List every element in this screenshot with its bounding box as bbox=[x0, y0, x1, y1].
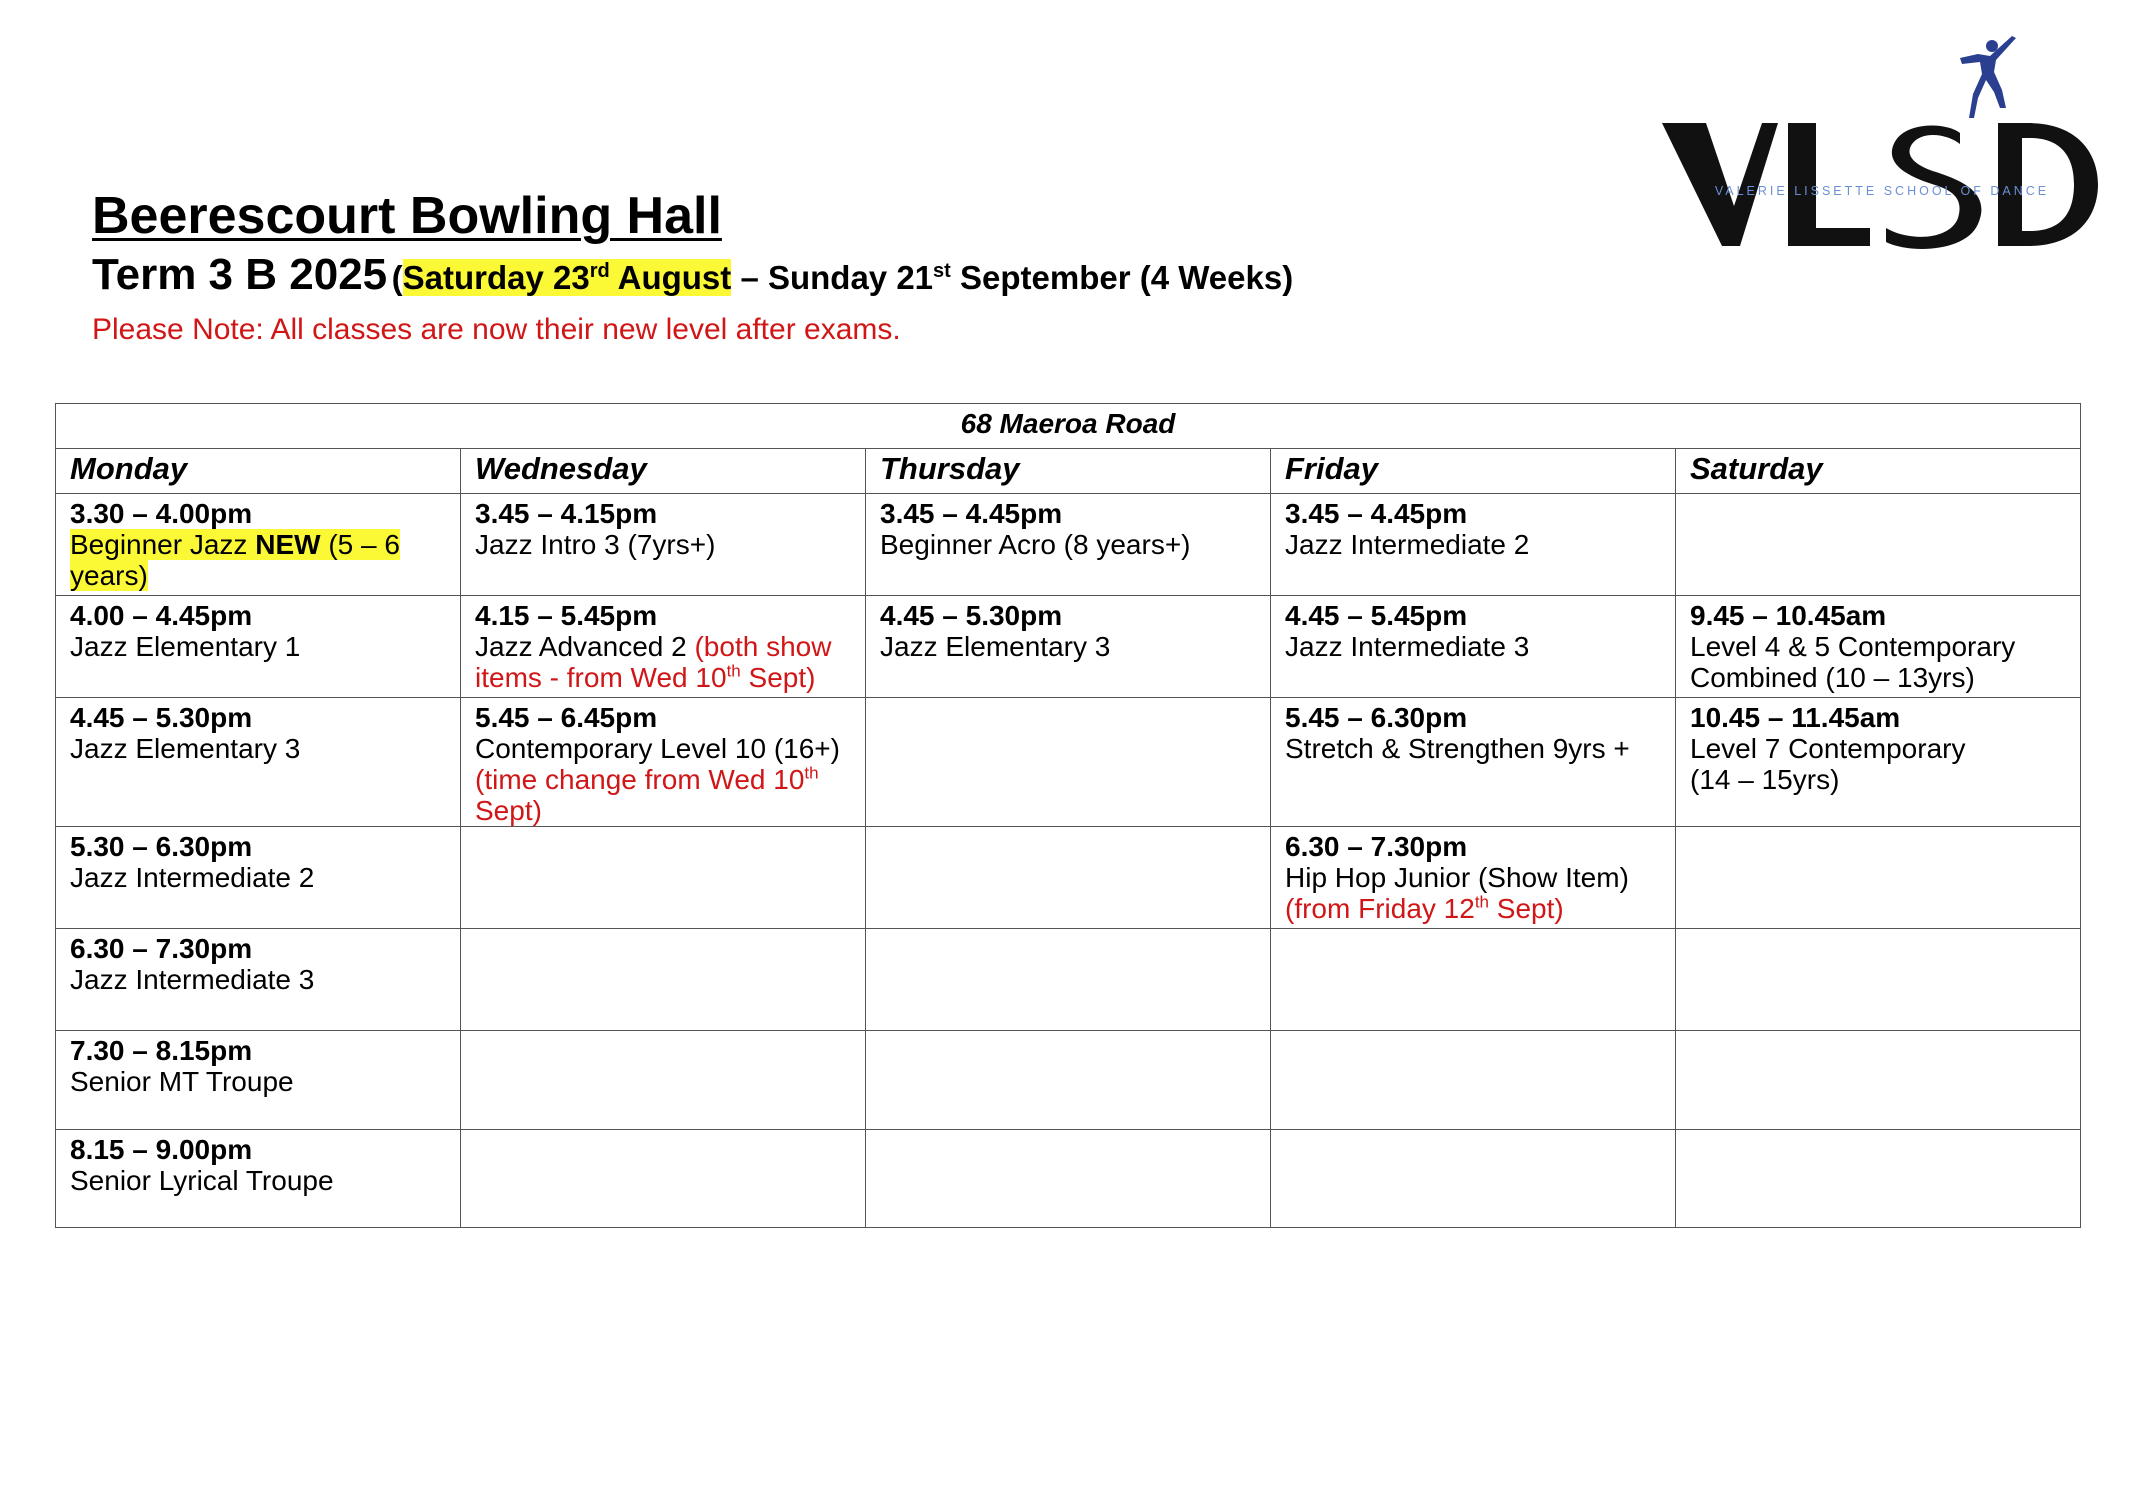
empty-cell bbox=[461, 929, 866, 1031]
class-cell bbox=[866, 596, 1271, 698]
class-time: 3.45 – 4.45pm bbox=[880, 498, 1063, 529]
class-note bbox=[1285, 893, 1564, 924]
day-saturday: Saturday bbox=[1676, 449, 2081, 494]
day-friday: Friday bbox=[1271, 449, 1676, 494]
class-time: 4.45 – 5.30pm bbox=[70, 702, 253, 733]
class-time: 4.45 – 5.30pm bbox=[880, 600, 1063, 631]
class-cell bbox=[56, 1130, 461, 1228]
class-cell bbox=[56, 929, 461, 1031]
header bbox=[92, 186, 1293, 348]
table-row bbox=[56, 827, 2081, 929]
class-time: 9.45 – 10.45am bbox=[1690, 600, 1887, 631]
empty-cell bbox=[866, 1031, 1271, 1130]
table-row bbox=[56, 494, 2081, 596]
class-name: Senior MT Troupe bbox=[70, 1066, 294, 1097]
class-note-text: (both show items - from Wed 10 bbox=[475, 631, 832, 693]
class-cell bbox=[56, 596, 461, 698]
class-time: 3.45 – 4.15pm bbox=[475, 498, 658, 529]
table-row bbox=[56, 596, 2081, 698]
empty-cell bbox=[1676, 929, 2081, 1031]
class-time: 4.45 – 5.45pm bbox=[1285, 600, 1468, 631]
class-name: Stretch & Strengthen 9yrs + bbox=[1285, 733, 1630, 764]
empty-cell bbox=[1676, 1031, 2081, 1130]
class-name: Jazz Elementary 3 bbox=[70, 733, 301, 764]
empty-cell bbox=[866, 827, 1271, 929]
class-time: 5.30 – 6.30pm bbox=[70, 831, 253, 862]
class-name: Level 7 Contemporary bbox=[1690, 733, 1966, 764]
term-label: Term 3 B 2025 bbox=[92, 250, 388, 299]
class-note-text: (time change from Wed 10 bbox=[475, 764, 805, 795]
class-time: 7.30 – 8.15pm bbox=[70, 1035, 253, 1066]
vlsd-logo bbox=[1660, 28, 2100, 258]
class-name: Jazz Elementary 1 bbox=[70, 631, 301, 662]
class-time: 6.30 – 7.30pm bbox=[1285, 831, 1468, 862]
class-note bbox=[475, 764, 819, 826]
class-time: 5.45 – 6.45pm bbox=[475, 702, 658, 733]
class-name: Jazz Advanced 2 bbox=[475, 631, 695, 662]
exam-note: Please Note: All classes are now their new level after exams. bbox=[92, 313, 901, 346]
class-name: Hip Hop Junior (Show Item) bbox=[1285, 862, 1629, 893]
class-note-sup: th bbox=[804, 763, 819, 783]
venue-heading: 68 Maeroa Road bbox=[56, 404, 2081, 449]
class-name: Jazz Elementary 3 bbox=[880, 631, 1111, 662]
end-date-sup: st bbox=[933, 260, 951, 282]
empty-cell bbox=[866, 1130, 1271, 1228]
class-name: Level 4 & 5 Contemporary Combined (10 – 13yrs) bbox=[1690, 631, 2016, 693]
page-title: Beerescourt Bowling Hall bbox=[92, 187, 722, 245]
empty-cell bbox=[1676, 1130, 2081, 1228]
class-cell bbox=[866, 494, 1271, 596]
class-time: 5.45 – 6.30pm bbox=[1285, 702, 1468, 733]
class-cell bbox=[461, 596, 866, 698]
class-note-sup: th bbox=[1474, 892, 1490, 912]
empty-cell bbox=[1676, 494, 2081, 596]
end-date-text: – Sunday 21 bbox=[731, 259, 934, 296]
day-wednesday: Wednesday bbox=[461, 449, 866, 494]
table-row bbox=[56, 1130, 2081, 1228]
class-name: Beginner Acro (8 years+) bbox=[880, 529, 1191, 560]
schedule-table bbox=[55, 403, 2081, 1228]
class-time: 8.15 – 9.00pm bbox=[70, 1134, 253, 1165]
class-name: Jazz Intermediate 2 bbox=[1285, 529, 1530, 560]
end-date-month: September (4 Weeks) bbox=[950, 259, 1294, 296]
class-cell bbox=[56, 1031, 461, 1130]
class-cell bbox=[461, 698, 866, 827]
empty-cell bbox=[1271, 1031, 1676, 1130]
class-cell bbox=[1271, 494, 1676, 596]
class-time: 10.45 – 11.45am bbox=[1690, 702, 1901, 733]
table-row bbox=[56, 698, 2081, 827]
class-name: Jazz Intermediate 3 bbox=[1285, 631, 1530, 662]
class-note-sup: th bbox=[726, 661, 741, 681]
empty-cell bbox=[866, 929, 1271, 1031]
table-row bbox=[56, 1031, 2081, 1130]
term-line bbox=[92, 248, 1293, 312]
class-time: 3.45 – 4.45pm bbox=[1285, 498, 1468, 529]
class-name bbox=[70, 529, 400, 591]
class-time: 4.00 – 4.45pm bbox=[70, 600, 253, 631]
class-cell bbox=[56, 494, 461, 596]
class-name: Contemporary Level 10 (16+) bbox=[475, 733, 840, 764]
class-cell bbox=[1271, 827, 1676, 929]
logo-tagline: VALERIE LISSETTE SCHOOL OF DANCE bbox=[1714, 184, 2050, 198]
class-time: 4.15 – 5.45pm bbox=[475, 600, 658, 631]
class-cell bbox=[56, 827, 461, 929]
empty-cell bbox=[866, 698, 1271, 827]
class-name: Jazz Intermediate 3 bbox=[70, 964, 315, 995]
empty-cell bbox=[1271, 929, 1676, 1031]
empty-cell bbox=[1271, 1130, 1676, 1228]
class-cell bbox=[56, 698, 461, 827]
class-age: (5 – 6 years) bbox=[70, 529, 400, 591]
class-note-end: Sept) bbox=[1489, 893, 1564, 924]
class-cell bbox=[461, 494, 866, 596]
class-note-end: Sept) bbox=[475, 795, 542, 826]
class-cell bbox=[1676, 596, 2081, 698]
class-name: Jazz Intermediate 2 bbox=[70, 862, 315, 893]
day-thursday: Thursday bbox=[866, 449, 1271, 494]
class-cell bbox=[1271, 698, 1676, 827]
new-badge: NEW bbox=[255, 529, 321, 560]
class-cell bbox=[1676, 698, 2081, 827]
empty-cell bbox=[461, 1031, 866, 1130]
empty-cell bbox=[1676, 827, 2081, 929]
paren: ( bbox=[391, 259, 403, 296]
day-monday: Monday bbox=[56, 449, 461, 494]
empty-cell bbox=[461, 827, 866, 929]
class-time: 3.30 – 4.00pm bbox=[70, 498, 253, 529]
table-row bbox=[56, 929, 2081, 1031]
class-name: Senior Lyrical Troupe bbox=[70, 1165, 334, 1196]
class-time: 6.30 – 7.30pm bbox=[70, 933, 253, 964]
class-cell bbox=[1271, 596, 1676, 698]
start-date-text: Saturday 23 bbox=[402, 259, 590, 296]
class-name-text: Beginner Jazz bbox=[70, 529, 256, 560]
start-date bbox=[403, 259, 732, 296]
empty-cell bbox=[461, 1130, 866, 1228]
class-name: Jazz Intro 3 (7yrs+) bbox=[475, 529, 716, 560]
class-note-end: Sept) bbox=[740, 662, 816, 693]
start-date-sup: rd bbox=[589, 260, 610, 282]
start-date-month: August bbox=[609, 259, 732, 296]
class-age: (14 – 15yrs) bbox=[1690, 764, 1840, 795]
dancer-icon bbox=[1960, 36, 2016, 118]
class-note-text: (from Friday 12 bbox=[1285, 893, 1475, 924]
term-dates bbox=[392, 259, 1294, 296]
